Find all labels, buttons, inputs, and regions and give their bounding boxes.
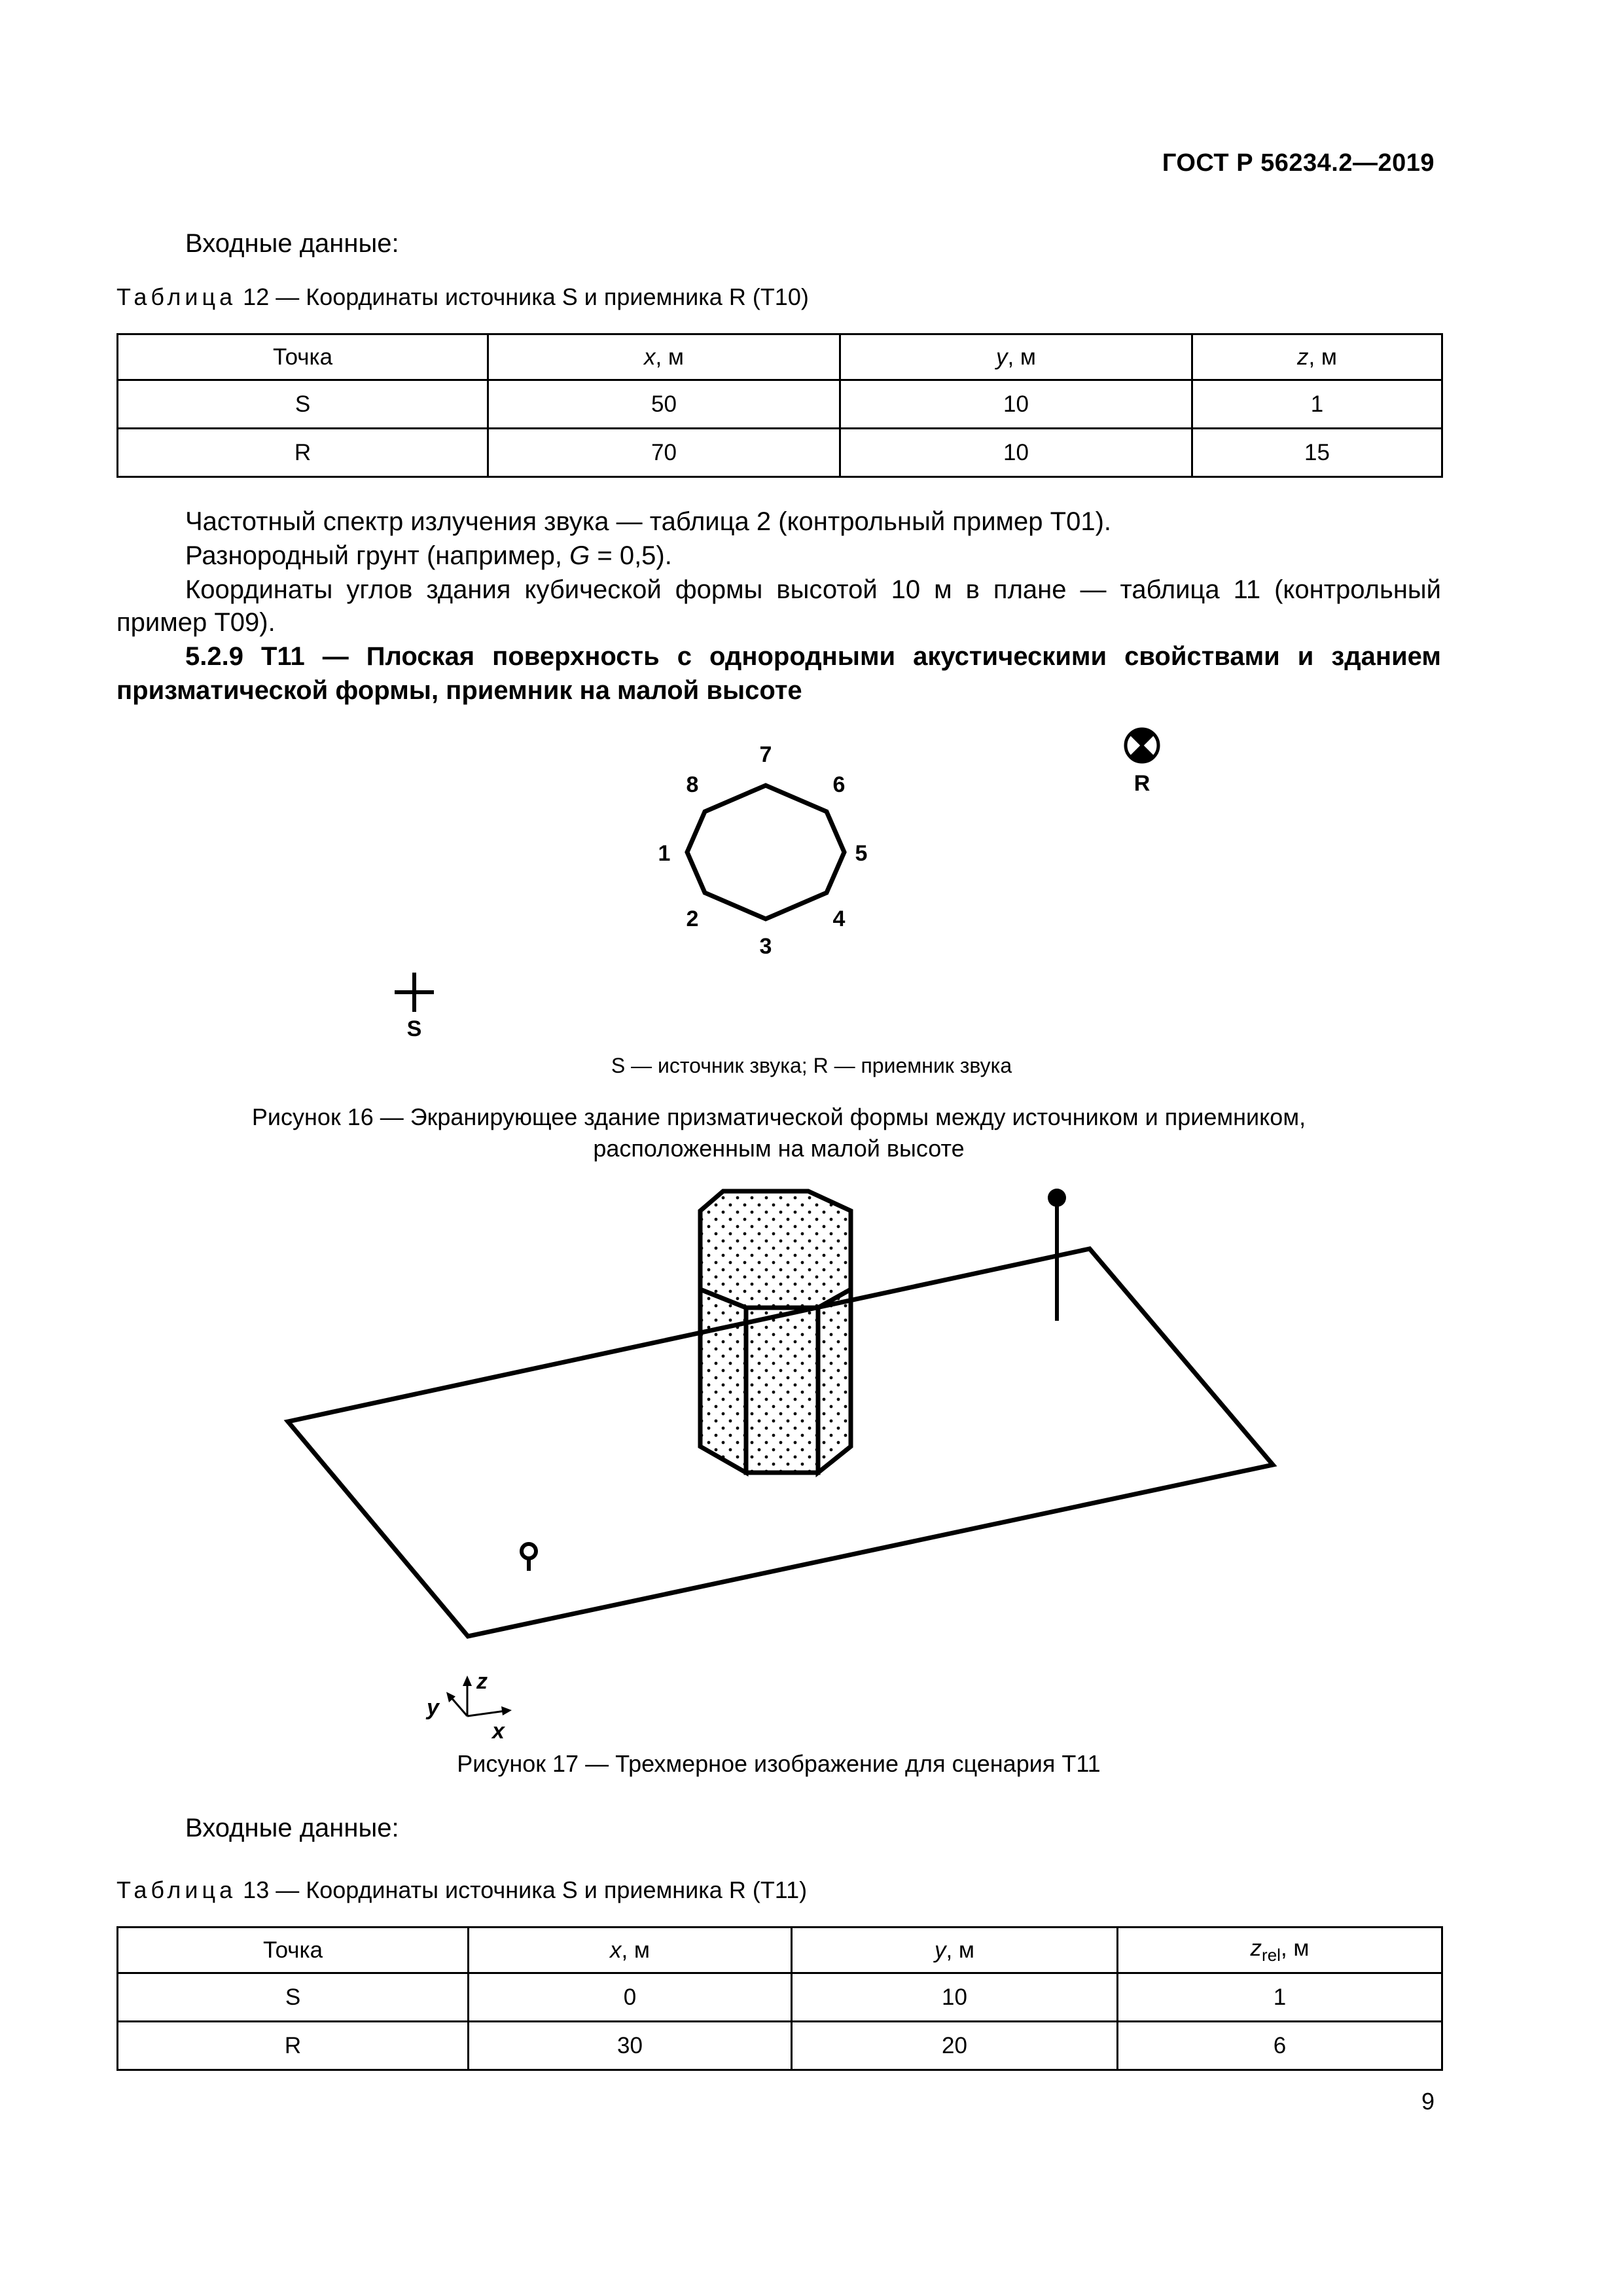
receiver-label: R <box>1133 771 1150 796</box>
vertex-label-8: 8 <box>686 772 699 797</box>
prism-building <box>700 1178 851 1473</box>
section-heading-line1: 5.2.9 T11 — Плоская поверхность с однородными акустическими свойствами и зданием <box>185 642 1441 671</box>
vertex-label-2: 2 <box>686 906 699 931</box>
paragraph-spectrum: Частотный спектр излучения звука — таблица 2 (контрольный пример T01). <box>185 507 1111 536</box>
cell-point: S <box>118 380 488 429</box>
cell-z: 15 <box>1192 429 1442 477</box>
table-caption-text: 12 — Координаты источника S и приемника R (T10) <box>243 283 809 310</box>
cell-point: R <box>118 429 488 477</box>
cell-x: 30 <box>469 2022 792 2070</box>
cell-point: R <box>118 2022 469 2070</box>
cell-z: 1 <box>1118 1973 1442 2022</box>
header-z: z, м <box>1192 334 1442 380</box>
header-point: Точка <box>118 334 488 380</box>
figure-16-caption-line2: расположенным на малой высоте <box>593 1135 965 1162</box>
table-header-row <box>118 1928 1442 1973</box>
figure-17-caption: Рисунок 17 — Трехмерное изображение для сценария T11 <box>457 1750 1101 1777</box>
vertex-label-4: 4 <box>832 906 846 931</box>
cell-point: S <box>118 1973 469 2022</box>
paragraph-building-line1: Координаты углов здания кубической формы высотой 10 м в плане — таблица 11 (контрольный <box>185 575 1441 604</box>
document-code: ГОСТ Р 56234.2—2019 <box>1162 149 1435 177</box>
paragraph-ground: Разнородный грунт (например, G = 0,5). <box>185 541 672 570</box>
source-cross-icon <box>395 973 434 1012</box>
table-12 <box>116 333 1443 478</box>
cell-x: 0 <box>469 1973 792 2022</box>
vertex-label-1: 1 <box>658 841 671 866</box>
table-row <box>118 429 1442 477</box>
header-x: x, м <box>469 1928 792 1973</box>
vertex-label-5: 5 <box>855 841 868 866</box>
table-header-row <box>118 334 1442 380</box>
axis-label-x: x <box>492 1719 505 1741</box>
figure-17-3d-view <box>0 1165 1623 1741</box>
cell-z: 1 <box>1192 380 1442 429</box>
axis-label-y: y <box>427 1695 439 1720</box>
table-13-caption <box>116 1876 807 1904</box>
input-data-label-2: Входные данные: <box>185 1814 399 1842</box>
cell-y: 10 <box>840 380 1192 429</box>
header-point: Точка <box>118 1928 469 1973</box>
source-pin-icon <box>522 1544 536 1571</box>
vertex-label-6: 6 <box>832 772 846 797</box>
page-number: 9 <box>1421 2088 1435 2115</box>
section-heading-line2: призматической формы, приемник на малой высоте <box>116 676 802 705</box>
table-13 <box>116 1926 1443 2071</box>
figure-16-legend: S — источник звука; R — приемник звука <box>611 1054 1012 1077</box>
table-row <box>118 380 1442 429</box>
table-caption-word: Таблица <box>116 1876 237 1903</box>
input-data-label: Входные данные: <box>185 229 399 258</box>
table-caption-text: 13 — Координаты источника S и приемника R (T11) <box>243 1876 808 1903</box>
vertex-label-7: 7 <box>759 742 772 767</box>
figure-16-caption-line1: Рисунок 16 — Экранирующее здание призматической формы между источником и приемником, <box>251 1103 1306 1130</box>
vertex-label-3: 3 <box>759 934 772 959</box>
table-row <box>118 2022 1442 2070</box>
cell-y: 10 <box>840 429 1192 477</box>
figure-16-plan-view <box>0 720 1623 1067</box>
header-x: x, м <box>488 334 840 380</box>
axis-label-z: z <box>476 1669 488 1694</box>
table-row <box>118 1973 1442 2022</box>
cell-y: 20 <box>792 2022 1118 2070</box>
header-z-rel: $z_{rel}$, м <box>1118 1928 1442 1973</box>
cell-x: 70 <box>488 429 840 477</box>
header-y: y, м <box>840 334 1192 380</box>
receiver-symbol-icon <box>1126 729 1158 762</box>
cell-z: 6 <box>1118 2022 1442 2070</box>
source-label: S <box>406 1016 422 1041</box>
table-caption-word: Таблица <box>116 283 237 310</box>
octagon-building-outline <box>687 785 844 919</box>
cell-y: 10 <box>792 1973 1118 2022</box>
paragraph-building-line2: пример T09). <box>116 608 276 637</box>
cell-x: 50 <box>488 380 840 429</box>
header-y: y, м <box>792 1928 1118 1973</box>
table-12-caption <box>116 283 809 311</box>
